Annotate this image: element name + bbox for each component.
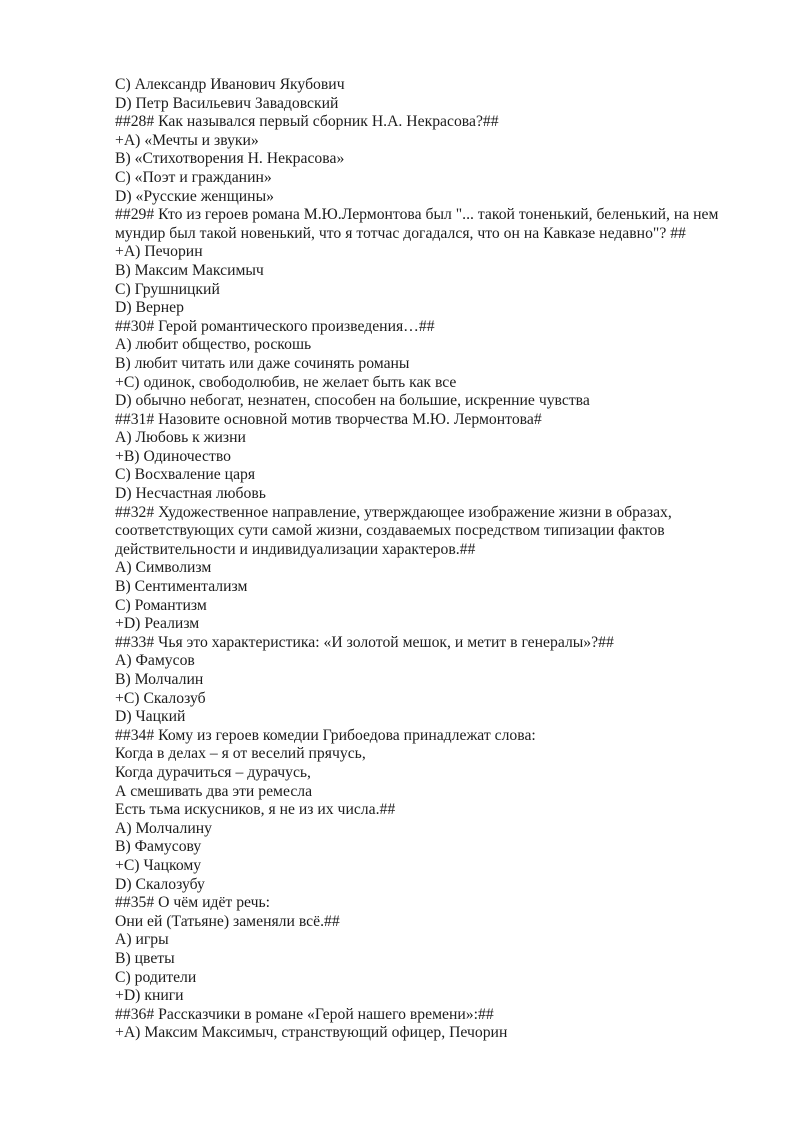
text-line: B) Фамусову — [115, 838, 202, 856]
text-line: C) «Поэт и гражданин» — [115, 168, 272, 186]
text-line: А) игры — [115, 931, 169, 949]
text-line: А) Фамусов — [115, 652, 195, 670]
text-line: D) Скалозубу — [115, 875, 205, 893]
text-line: А) любит общество, роскошь — [115, 336, 312, 354]
text-line: +А) Максим Максимыч, странствующий офицер, Печорин — [115, 1024, 508, 1042]
text-line: действительности и индивидуализации характеров.## — [115, 540, 476, 558]
text-line: +С) одинок, свободолюбив, не желает быть как все — [115, 373, 457, 391]
text-line: С) Восхваление царя — [115, 466, 256, 484]
text-line: +С) Скалозуб — [115, 689, 206, 707]
text-line: C) Грушницкий — [115, 280, 220, 298]
text-line: А) Любовь к жизни — [115, 429, 246, 447]
text-line: ##35# О чём идёт речь: — [115, 894, 271, 912]
text-line: Когда в делах – я от веселий прячусь, — [115, 745, 366, 763]
text-line: соответствующих сути самой жизни, создаваемых посредством типизации фактов — [115, 522, 665, 540]
text-line: B) любит читать или даже сочинять романы — [115, 354, 410, 372]
text-line: ##30# Герой романтического произведения…## — [115, 317, 435, 335]
text-line: C) Александр Иванович Якубович — [115, 76, 345, 93]
text-line: А) Символизм — [115, 559, 212, 577]
text-line: ##31# Назовите основной мотив творчества М.Ю. Лермонтова# — [115, 410, 542, 428]
text-line: ##32# Художественное направление, утверждающее изображение жизни в образах, — [115, 503, 672, 521]
text-line: ##34# Кому из героев комедии Грибоедова принадлежат слова: — [115, 726, 536, 744]
text-line: ##36# Рассказчики в романе «Герой нашего времени»:## — [115, 1005, 494, 1023]
text-line: D) Чацкий — [115, 708, 186, 726]
text-line: B) цветы — [115, 949, 175, 967]
text-line: +А) Печорин — [115, 243, 203, 261]
text-line: D) Вернер — [115, 299, 184, 317]
text-line: B) Сентиментализм — [115, 578, 248, 596]
text-line: D) Петр Васильевич Завадовский — [115, 94, 339, 112]
text-line: +В) Одиночество — [115, 447, 231, 465]
text-line: C) родители — [115, 968, 197, 986]
text-line: ##33# Чья это характеристика: «И золотой мешок, и метит в генералы»?## — [115, 633, 614, 651]
text-line: Когда дурачиться – дурачусь, — [115, 763, 311, 781]
text-line: +D) Реализм — [115, 615, 200, 633]
text-line: мундир был такой новенький, что я тотчас догадался, что он на Кавказе недавно"? ## — [115, 224, 686, 242]
text-line: B) Молчалин — [115, 671, 204, 688]
text-line: ##29# Кто из героев романа М.Ю.Лермонтова был "... такой тоненький, беленький, на нем — [115, 206, 719, 224]
text-line: D) Несчастная любовь — [115, 485, 266, 503]
text-line: B) «Стихотворения Н. Некрасова» — [115, 150, 345, 168]
text-line: C) Романтизм — [115, 596, 207, 614]
text-line: D) «Русские женщины» — [115, 187, 274, 205]
text-line: Они ей (Татьяне) заменяли всё.## — [115, 912, 340, 930]
text-line: D) обычно небогат, незнатен, способен на большие, искренние чувства — [115, 392, 590, 410]
text-line: +С) Чацкому — [115, 856, 202, 874]
text-line: B) Максим Максимыч — [115, 261, 264, 279]
text-line: Есть тьма искусников, я не из их числа.## — [115, 801, 396, 819]
text-line: А) Молчалину — [115, 819, 212, 837]
text-line: +D) книги — [115, 987, 184, 1005]
text-line: А смешивать два эти ремесла — [115, 782, 313, 800]
text-line: ##28# Как назывался первый сборник Н.А. Некрасова?## — [115, 113, 499, 131]
text-block — [115, 76, 718, 1043]
text-line: +А) «Мечты и звуки» — [115, 131, 259, 149]
